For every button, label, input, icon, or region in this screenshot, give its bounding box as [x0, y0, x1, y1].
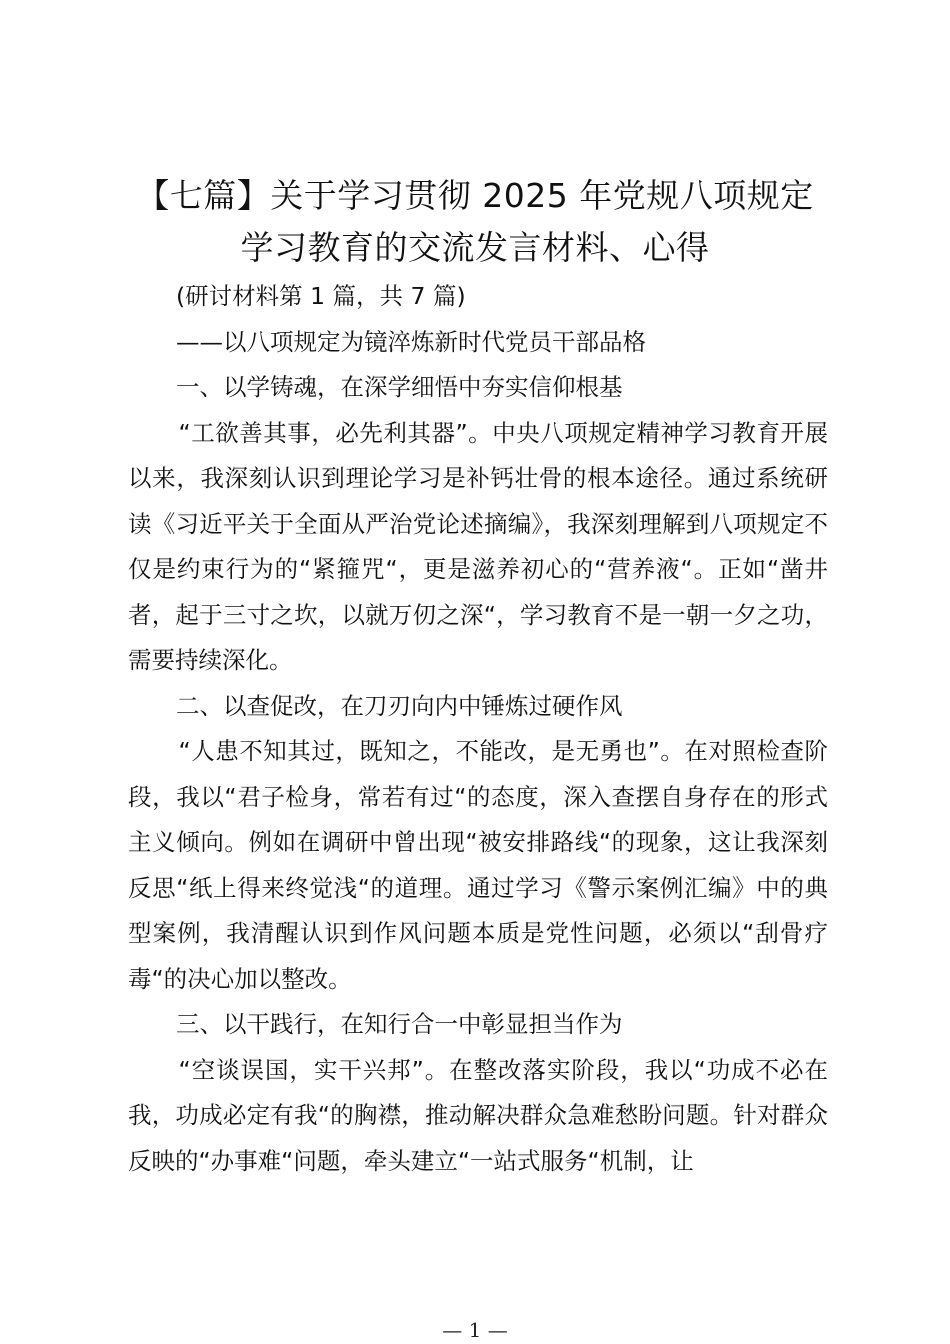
document-body	[128, 274, 828, 1184]
title-line-2: 学习教育的交流发言材料、心得	[240, 228, 710, 267]
section-heading-1: 一、以学铸魂，在深学细悟中夯实信仰根基	[176, 373, 623, 401]
section-heading-2: 二、以查促改，在刀刃向内中锤炼过硬作风	[176, 691, 623, 720]
subtitle: (研讨材料第 1 篇，共 7 篇)	[176, 282, 466, 310]
section-paragraph-3: “空谈误国，实干兴邦”。在整改落实阶段，我以“功成不必在我，功成必定有我“的胸襟，推动解决群众急难愁盼问题。针对群众反映的“办事难“问题，牵头建立“一站式服务“机制，让	[128, 1055, 828, 1175]
section-paragraph-2: “人患不知其过，既知之，不能改，是无勇也”。在对照检查阶段，我以“君子检身，常若有过“的态度，深入查摆自身存在的形式主义倾向。例如在调研中曾出现“被安排路线“的现象，这让我深刻反思“纸上得来终觉浅“的道理。通过学习《警示案例汇编》中的典型案例，我清醒认识到作风问题本质是党性问题，必须以“刮骨疗毒“的决心加以整改。	[128, 737, 828, 993]
tagline: ——以八项规定为镜淬炼新时代党员干部品格	[176, 327, 646, 356]
page-number: — 1 —	[442, 1318, 508, 1342]
section-paragraph-1: “工欲善其事，必先利其器”。中央八项规定精神学习教育开展以来，我深刻认识到理论学习是补钙壮骨的根本途径。通过系统研读《习近平关于全面从严治党论述摘编》，我深刻理解到八项规定不仅是约束行为的“紧箍咒“，更是滋养初心的“营养液“。正如“凿井者，起于三寸之坎，以就万仞之深“，学习教育不是一朝一夕之功，需要持续深化。	[128, 418, 828, 674]
section-heading-3: 三、以干践行，在知行合一中彰显担当作为	[176, 1010, 623, 1038]
document-title	[110, 170, 840, 274]
title-line-1: 【七篇】关于学习贯彻 2025 年党规八项规定	[136, 176, 814, 215]
